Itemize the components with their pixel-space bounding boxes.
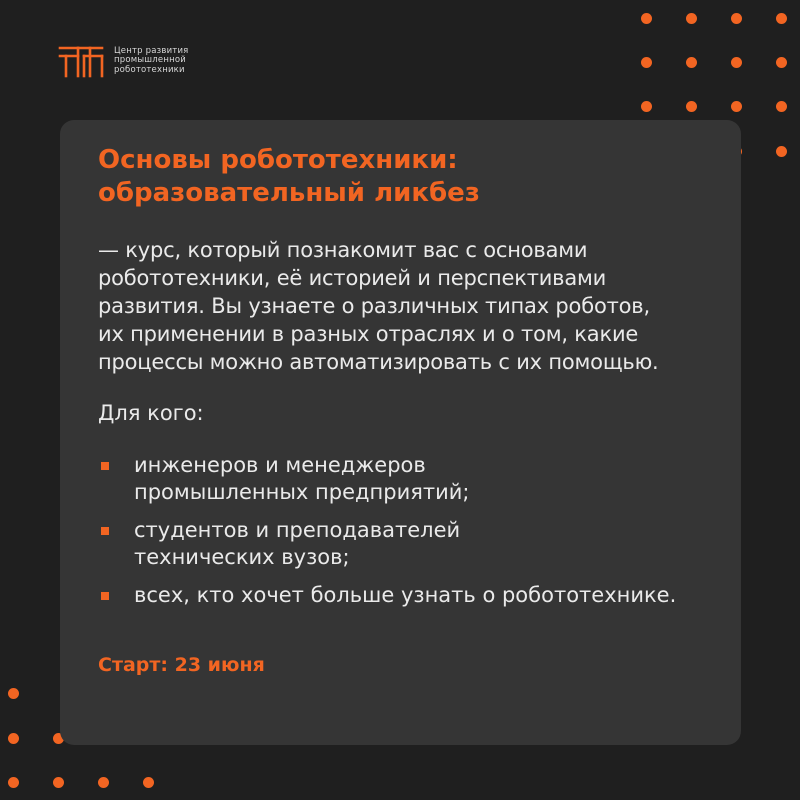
decor-dot [641,101,652,112]
bullet-square-icon [101,592,109,600]
description-line: их применении в разных отраслях и о том, какие [98,322,639,346]
decor-dot [8,688,19,699]
course-title-line: Основы робототехники: [98,145,458,175]
audience-item-line: технических вузов; [134,545,350,569]
audience-item [98,517,676,571]
audience-item-line: всех, кто хочет больше узнать о робототехнике. [134,583,677,607]
description-line: процессы можно автоматизировать с их помощью. [98,350,659,374]
bullet-square-icon [101,462,109,470]
decor-dot [53,777,64,788]
audience-item [98,582,676,609]
decor-dot [98,777,109,788]
decor-dot [8,777,19,788]
description-line: — курс, который познакомит вас с основами [98,238,588,262]
start-date: Старт: 23 июня [98,654,265,676]
audience-item-line: промышленных предприятий; [134,480,470,504]
audience-item-line: студентов и преподавателей [134,518,461,542]
audience-list [98,452,676,620]
description-line: развития. Вы узнаете о различных типах роботов, [98,294,650,318]
decor-dot [731,101,742,112]
decor-dot [641,57,652,68]
decor-dot [731,57,742,68]
course-card [60,120,741,745]
audience-heading: Для кого: [98,401,204,425]
decor-dot [143,777,154,788]
decor-dot [686,57,697,68]
audience-item [98,452,676,506]
bullet-square-icon [101,527,109,535]
audience-item-line: инженеров и менеджеров [134,453,426,477]
brand-name-line: Центр развития [114,45,189,56]
description-line: робототехники, её историей и перспективами [98,266,607,290]
decor-dot [8,733,19,744]
decor-dot [776,146,787,157]
course-title [98,144,480,210]
decor-dot [731,13,742,24]
brand-logo [58,44,188,78]
decor-dot [686,101,697,112]
brand-name-line: промышленной [114,55,186,66]
brand-name-line: робототехники [114,64,185,75]
brand-name [114,47,188,76]
course-description [98,236,659,376]
course-title-line: образовательный ликбез [98,178,480,208]
robotics-center-logo-icon [58,44,108,78]
decor-dot [776,57,787,68]
decor-dot [641,13,652,24]
decor-dot [686,13,697,24]
decor-dot [776,13,787,24]
decor-dot [776,101,787,112]
